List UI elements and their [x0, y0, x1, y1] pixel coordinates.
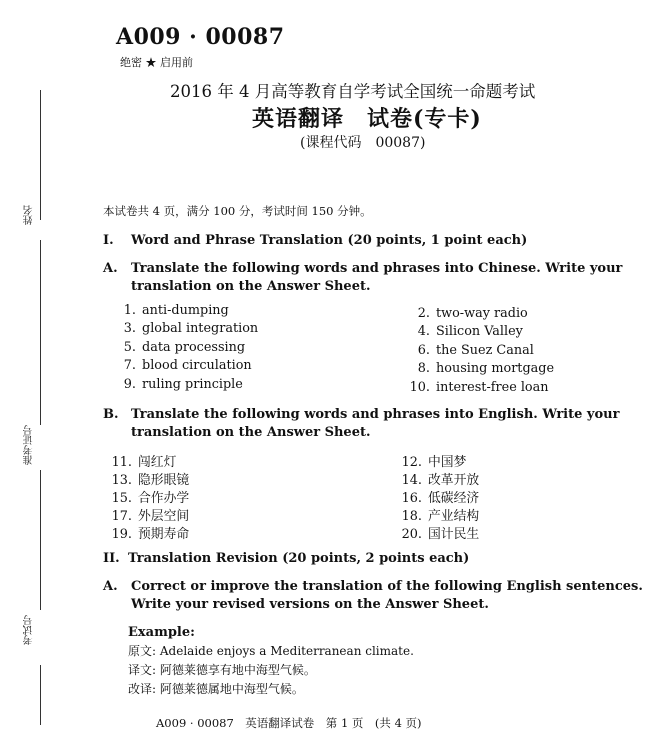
list-item: 10. interest-free loan [409, 380, 549, 395]
list-item: 5. data processing [123, 340, 246, 355]
section-2-instruction-line1: Correct or improve the translation of the following English sentences. [131, 579, 643, 594]
list-item: 9. ruling principle [123, 377, 243, 392]
part-b-label: B. [103, 407, 119, 422]
paper-title: 英语翻译 试卷(专卡) [252, 106, 482, 132]
page-footer: A009 · 00087 英语翻译试卷 第 1 页 (共 4 页) [156, 716, 422, 730]
admission-label: 准考证号 [24, 425, 35, 465]
example-revision: 改译: 阿德莱德属地中海型气候。 [128, 682, 304, 696]
list-item: 4. Silicon Valley [417, 324, 523, 339]
list-item: 7. blood circulation [123, 358, 252, 373]
section-2-instruction-line2: Write your revised versions on the Answer Sheet. [131, 597, 489, 612]
list-item: 11. 闯红灯 [111, 455, 177, 470]
example-label: Example: [128, 625, 195, 640]
list-item: 16. 低碳经济 [401, 491, 480, 506]
part-a-label: A. [103, 261, 118, 276]
section-2-number: II. [103, 551, 120, 566]
room-label: 考试号 [24, 615, 35, 645]
list-item: 1. anti-dumping [123, 303, 229, 318]
part-b-instruction-line2: translation on the Answer Sheet. [131, 425, 371, 440]
section-1-number: I. [103, 233, 114, 248]
list-item: 15. 合作办学 [111, 491, 190, 506]
list-item: 13. 隐形眼镜 [111, 473, 190, 488]
list-item: 18. 产业结构 [401, 509, 480, 524]
margin-line [40, 90, 41, 220]
list-item: 17. 外层空间 [111, 509, 190, 524]
list-item: 8. housing mortgage [417, 361, 555, 376]
section-2-heading: Translation Revision (20 points, 2 points each) [128, 551, 470, 566]
list-item: 2. two-way radio [417, 306, 528, 321]
example-original: 原文: Adelaide enjoys a Mediterranean climate. [128, 644, 414, 658]
margin-line [40, 240, 41, 425]
margin-line [40, 470, 41, 610]
list-item: 6. the Suez Canal [417, 343, 534, 358]
list-item: 3. global integration [123, 321, 259, 336]
list-item: 19. 预期寿命 [111, 527, 190, 542]
course-code: (课程代码 00087) [300, 135, 426, 151]
exam-title: 2016 年 4 月高等教育自学考试全国统一命题考试 [170, 82, 536, 101]
section-2-part-a-label: A. [103, 579, 118, 594]
part-a-instruction-line2: translation on the Answer Sheet. [131, 279, 371, 294]
example-translation: 译文: 阿德莱德享有地中海型气候。 [128, 663, 316, 677]
section-1-heading: Word and Phrase Translation (20 points, 1 point each) [131, 233, 528, 248]
paper-code: A009 · 00087 [116, 24, 285, 50]
list-item: 12. 中国梦 [401, 455, 467, 470]
list-item: 20. 国计民生 [401, 527, 480, 542]
name-label: 姓名 [24, 205, 35, 225]
confidential-mark: 绝密 ★ 启用前 [120, 56, 193, 69]
list-item: 14. 改革开放 [401, 473, 480, 488]
margin-line [40, 665, 41, 725]
part-b-instruction-line1: Translate the following words and phrases into English. Write your [131, 407, 620, 422]
exam-info: 本试卷共 4 页，满分 100 分，考试时间 150 分钟。 [103, 204, 372, 218]
part-a-instruction-line1: Translate the following words and phrases into Chinese. Write your [131, 261, 623, 276]
